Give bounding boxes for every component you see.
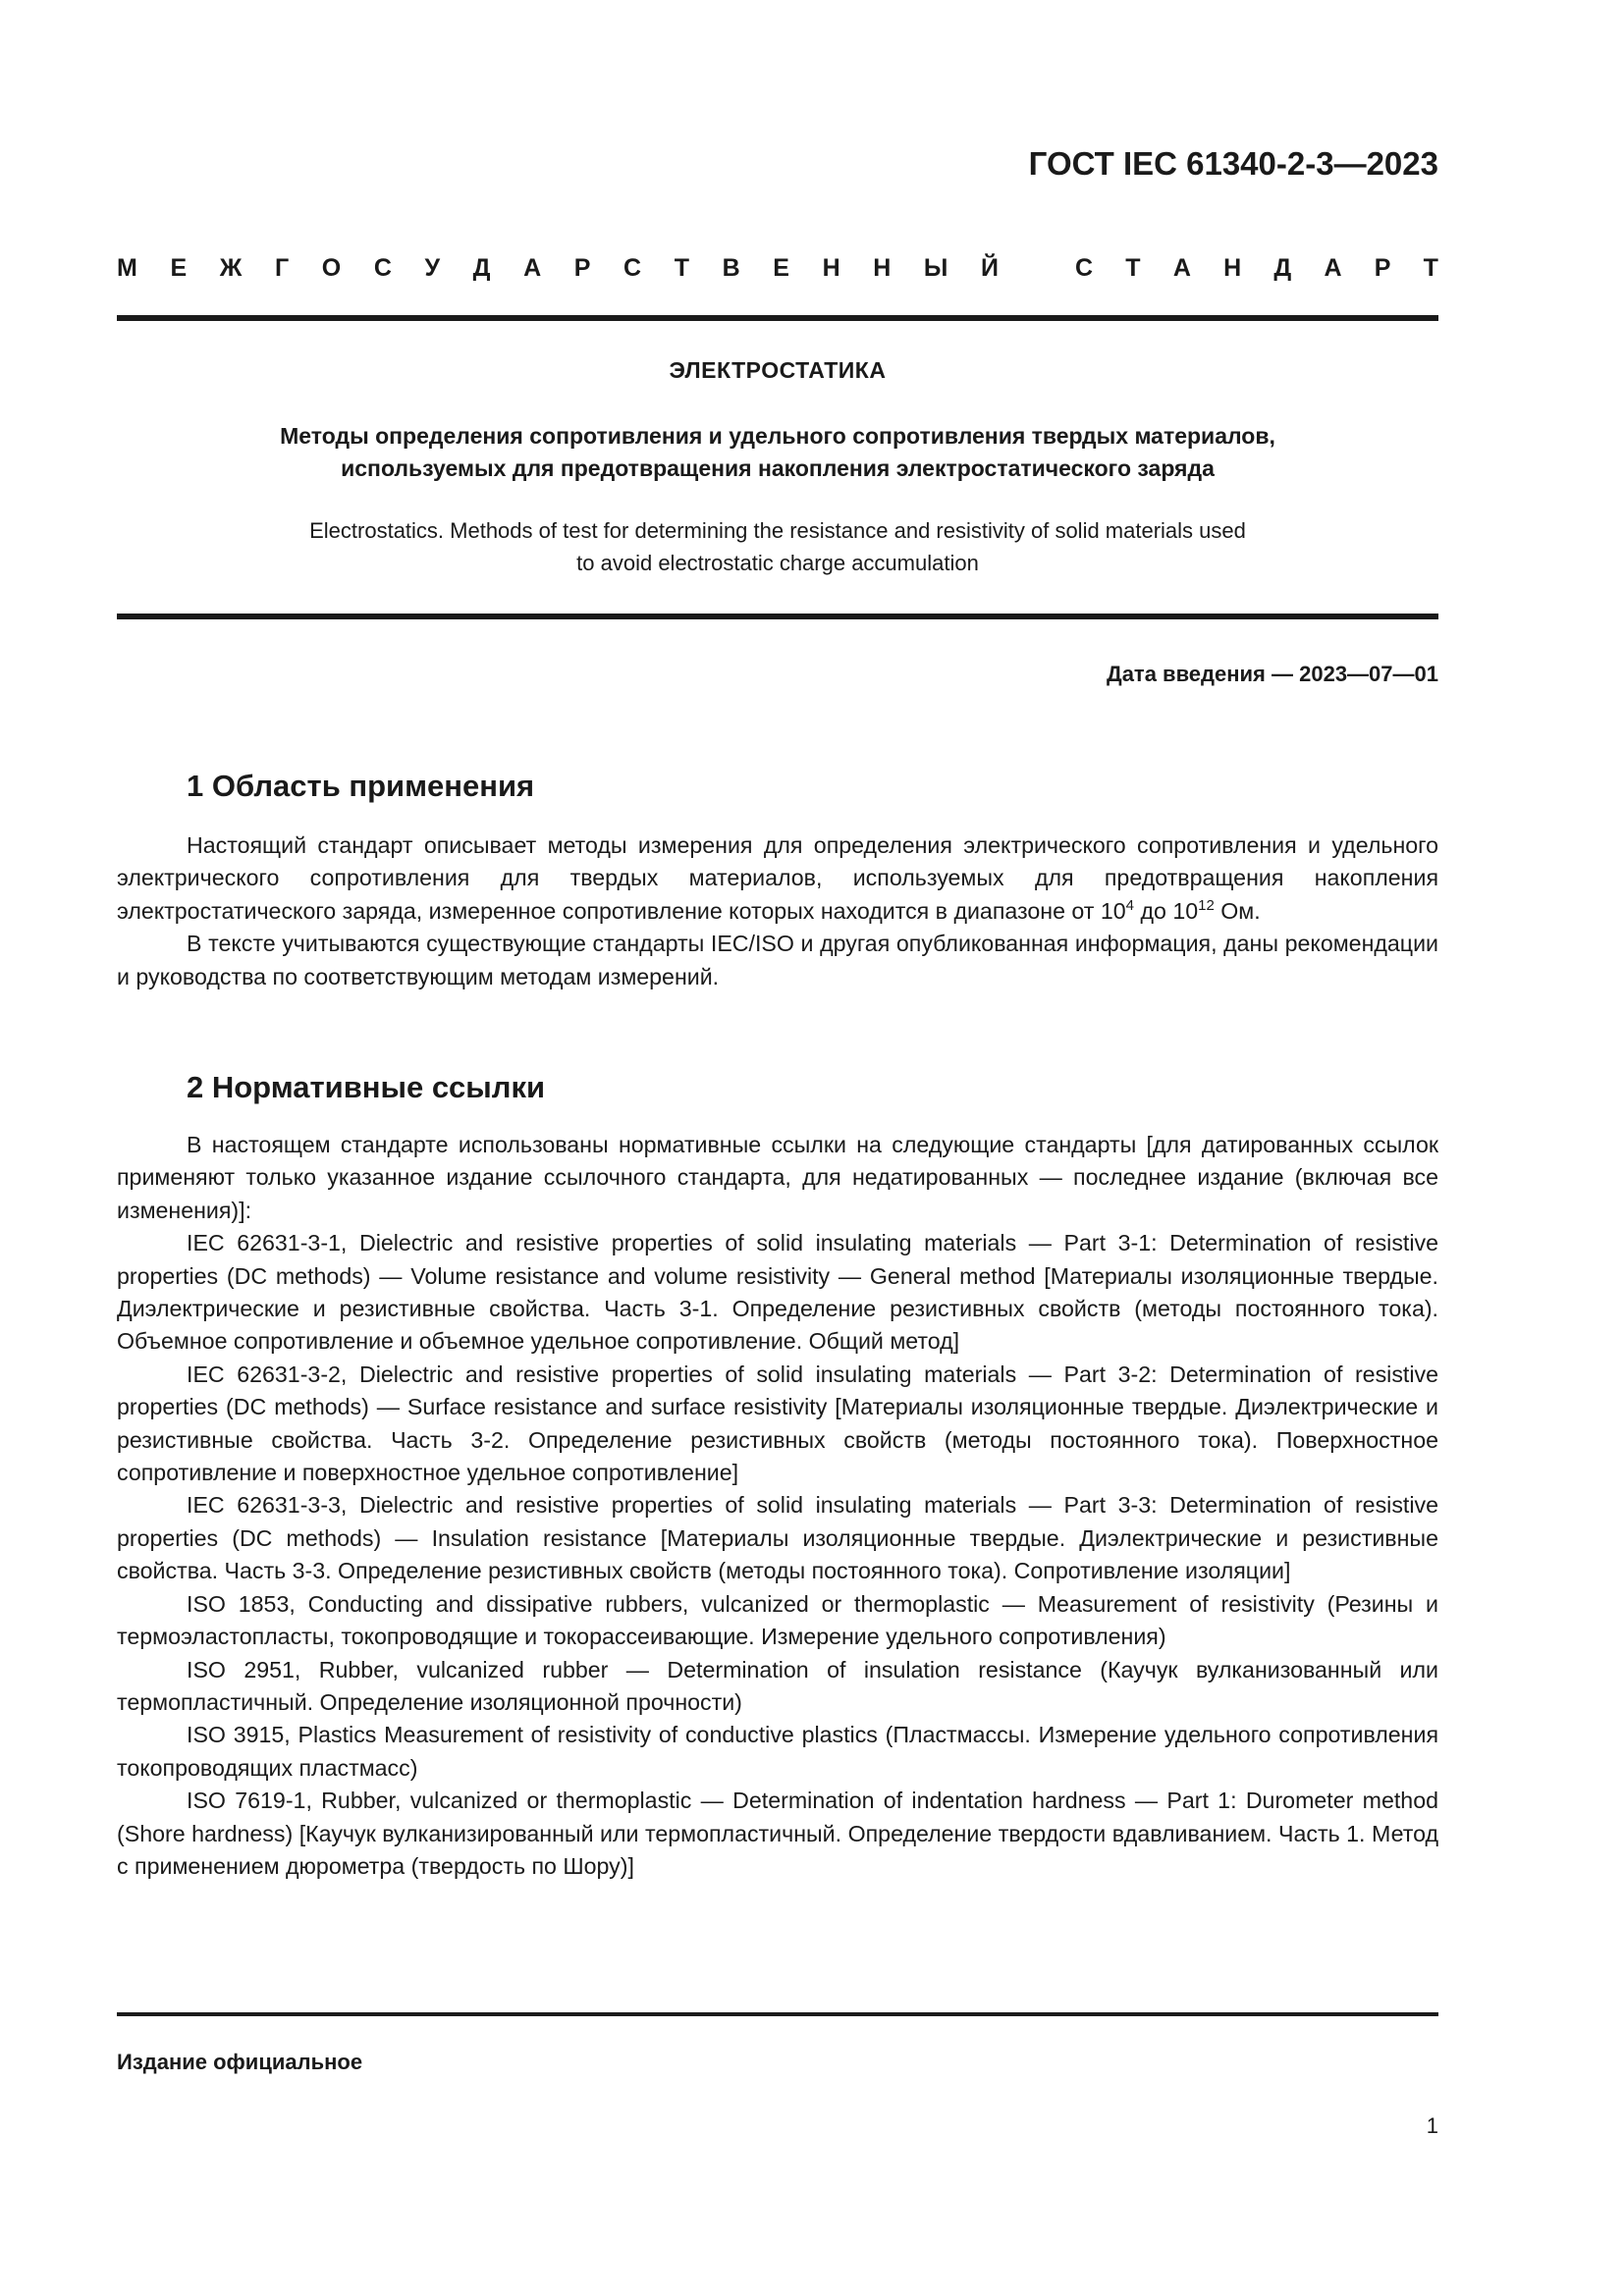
reference-item: ISO 1853, Conducting and dissipative rubbers, vulcanized or thermoplastic — Measurement of resistivity (Резины и термоэластопласты, токопроводящие и токорассеивающие. Измерение удельного сопротивления)	[117, 1590, 1438, 1650]
banner-word-interstate: М Е Ж Г О С У Д А Р С Т В Е Н Н Ы Й	[117, 253, 999, 282]
russian-title	[117, 420, 1438, 485]
russian-title-line-1: Методы определения сопротивления и удельного сопротивления твердых материалов,	[280, 423, 1275, 449]
section-2-body	[117, 1129, 1438, 1883]
page-number: 1	[1426, 2113, 1438, 2138]
section-2-heading: 2 Нормативные ссылки	[187, 1070, 546, 1104]
section-1-body	[117, 829, 1438, 993]
reference-item: IEC 62631-3-3, Dielectric and resistive properties of solid insulating materials — Part 3-3: Determination of resistive properties (DC methods) — Insulation resistance [Материалы изоляционные твердые. Диэлектрические и резистивные свойства. Часть 3-3. Определение резистивных свойств (методы постоянного тока). Сопротивление изоляции]	[117, 1492, 1438, 1584]
section-2-intro: В настоящем стандарте использованы нормативные ссылки на следующие стандарты [для датированных ссылок применяют только указанное издание ссылочного стандарта, для недатированных — последнее издание (включая все изменения)]:	[117, 1132, 1438, 1223]
banner-word-standard: С Т А Н Д А Р Т	[1075, 253, 1438, 282]
section-1-paragraph-2: В тексте учитываются существующие стандарты IEC/ISO и другая опубликованная информация, даны рекомендации и руководства по соответствующим методам измерений.	[117, 931, 1438, 989]
header-rule	[117, 315, 1438, 321]
reference-item: IEC 62631-3-1, Dielectric and resistive properties of solid insulating materials — Part 3-1: Determination of resistive properties (DC methods) — Volume resistance and volume resistivity — General method [Материалы изоляционные твердые. Диэлектрические и резистивные свойства. Часть 3-1. Определение резистивных свойств (методы постоянного тока). Объемное сопротивление и объемное удельное сопротивление. Общий метод]	[117, 1230, 1438, 1355]
reference-item: ISO 3915, Plastics Measurement of resistivity of conductive plastics (Пластмассы. Измерение удельного сопротивления токопроводящих пластмасс)	[117, 1722, 1438, 1781]
domain-title: ЭЛЕКТРОСТАТИКА	[669, 357, 887, 383]
footer-rule	[117, 2012, 1438, 2016]
reference-item: ISO 7619-1, Rubber, vulcanized or thermoplastic — Determination of indentation hardness — Part 1: Durometer method (Shore hardness) [Каучук вулканизированный или термопластичный. Определение твердости вдавливанием. Часть 1. Метод с применением дюрометра (твердость по Шору)]	[117, 1788, 1438, 1879]
reference-item: ISO 2951, Rubber, vulcanized rubber — Determination of insulation resistance (Каучук вулканизованный или термопластичный. Определение изоляционной прочности)	[117, 1656, 1438, 1715]
date-of-introduction: Дата введения — 2023—07—01	[1107, 662, 1438, 686]
reference-item: IEC 62631-3-2, Dielectric and resistive properties of solid insulating materials — Part 3-2: Determination of resistive properties (DC methods) — Surface resistance and surface resistivity [Материалы изоляционные твердые. Диэлектрические и резистивные свойства. Часть 3-2. Определение резистивных свойств (методы постоянного тока). Поверхностное сопротивление и поверхностное удельное сопротивление]	[117, 1361, 1438, 1486]
interstate-standard-banner	[117, 251, 1438, 285]
title-rule	[117, 614, 1438, 619]
official-edition-label: Издание официальное	[117, 2050, 363, 2074]
english-title-line-2: to avoid electrostatic charge accumulation	[576, 551, 979, 575]
standard-number: ГОСТ IEC 61340-2-3—2023	[1028, 145, 1438, 182]
english-title	[117, 514, 1438, 579]
english-title-line-1: Electrostatics. Methods of test for determining the resistance and resistivity of solid materials used	[309, 518, 1246, 543]
section-1-paragraph-1: Настоящий стандарт описывает методы измерения для определения электрического сопротивления и удельного электрического сопротивления для твердых материалов, используемых для предотвращения накопления электростатического заряда, измеренное сопротивление которых находится в диапазоне от $10^4$ до $10^{12}$ Ом.	[117, 832, 1438, 924]
russian-title-line-2: используемых для предотвращения накопления электростатического заряда	[341, 455, 1215, 481]
section-1-heading: 1 Область применения	[187, 769, 535, 803]
